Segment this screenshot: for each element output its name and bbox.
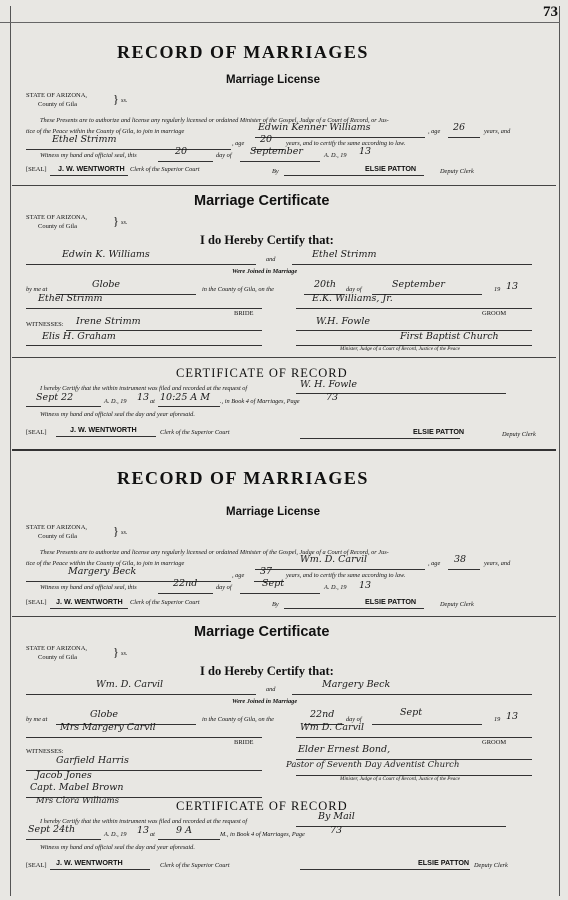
by-me-label: by me at [26,286,48,293]
state-label: STATE OF ARIZONA, [26,92,88,99]
cert-bride: Margery Beck [322,679,391,690]
license-body-2: tice of the Peace within the County of Gila, to join in marriage [26,128,185,135]
license-day: 20 [175,146,188,157]
minister-label: Minister, Judge of a Court of Record, Justice of the Peace [340,346,460,352]
record-request: By Mail [318,811,355,822]
officiant-church: Pastor of Seventh Day Adventist Church [286,760,460,770]
groom-label: GROOM [482,310,507,317]
witnesses-label: WITNESSES: [26,748,64,755]
groom-name: Wm. D. Carvil [300,554,368,565]
cert-place: Globe [92,279,121,290]
record-witness: Witness my hand and official seal the day and year aforesaid. [40,844,195,851]
witness-2: Elis H. Graham [42,331,116,342]
cert-month: Sept [400,707,423,718]
groom-signature: E.K. Williams, Jr. [312,293,393,304]
top-rule [0,22,560,23]
record-year: 13 [137,825,150,836]
ss-label: ss. [121,219,128,226]
certificate-heading: Marriage Certificate [194,624,330,640]
in-county-label: in the County of Gila, on the [202,716,274,723]
witness-2: Jacob Jones [36,770,92,781]
by-me-label: by me at [26,716,48,723]
cert-day: 22nd [310,709,335,720]
record-date: Sept 22 [36,392,74,403]
clerk-label: Clerk of the Superior Court [130,166,200,173]
record-time: 9 A [176,825,192,836]
witness-line: Witness my hand and official seal, this [40,152,137,159]
years-and-label: years, and [484,128,511,135]
record-seal: [SEAL] [26,862,47,869]
record-request: W. H. Fowle [300,379,358,390]
joined-label: Were Joined in Marriage [232,268,298,275]
bride-label: BRIDE [234,739,254,746]
bride-name: Ethel Strimm [52,134,117,145]
county-label: County of Gila [38,533,77,540]
cert-month: September [392,279,445,290]
age-label: , age [428,560,441,567]
years-certify: years, and to certify the same according to law. [286,140,406,147]
county-label: County of Gila [38,101,77,108]
section-divider [12,449,556,451]
groom-label: GROOM [482,739,507,746]
officiant-name: Elder Ernest Bond, [298,744,391,755]
county-label: County of Gila [38,654,77,661]
witness-line: Witness my hand and official seal, this [40,584,137,591]
brace: } [113,92,119,106]
record-page: 73 [326,392,339,403]
record-witness: Witness my hand and official seal the day and year aforesaid. [40,411,195,418]
record-deputy-stamp: ELSIE PATTON [418,858,470,867]
bride-label: BRIDE [234,310,254,317]
age-label: , age [428,128,441,135]
record-heading: CERTIFICATE OF RECORD [176,366,348,380]
and-label: and [266,256,276,263]
record-ad: A. D., 19 [104,398,127,405]
minister-label: Minister, Judge of a Court of Record, Justice of the Peace [340,776,460,782]
license-body-2: tice of the Peace within the County of Gila, to join in marriage [26,560,185,567]
day-of-label: day of [216,152,232,159]
clerk-label: Clerk of the Superior Court [130,599,200,606]
by-label: By [272,168,279,175]
certificate-heading: Marriage Certificate [194,193,330,209]
deputy-label: Deputy Clerk [440,601,474,608]
license-year: 13 [359,146,372,157]
officiant-church: First Baptist Church [400,331,499,342]
in-county-label: in the County of Gila, on the [202,286,274,293]
ledger-page: 73 RECORD OF MARRIAGES Marriage License STATE OF ARIZONA, County of Gila } ss. These Presents are to authorize and license any regularly licensed or ordained Minister of the Gospel, Judge of a Court of Record, or Jus- tice of the Peace within the County of Gila, to join in marriage Edwin Kenner Williams , age 26 years, and Ethel Strimm , age 20 years, and to certify the same according to law. Witness my hand and official seal, this 20 day of September A. D., 19 13 [SEAL] J. W. WENTWORTH Clerk of the Superior Court By ELSIE PATTON Deputy Clerk Marriage Certificate STATE OF ARIZONA, County of Gila } ss. I do Hereby Certify that: Edwin K. Williams and Ethel Strimm Were Joined in Marriage by me at Globe in the County of Gila, on the 20th day of September 19 13 Ethel Strimm BRIDE E.K. Williams, Jr. GROOM WITNESSES: Irene Strimm W.H. Fowle Elis H. Graham First Baptist Church Minister, Judge of a Court of Record, Justice of the Peace CERTIFICATE OF RECORD I hereby Certify that the within instrument was filed and recorded at the request of W. H. Fowle Sept 22 A. D., 19 13 at 10:25 A M ., in Book 4 of Marriages, Page 73 Witness my hand and official seal the day and year aforesaid. [SEAL] J. W. WENTWORTH Clerk of the Superior Court ELSIE PATTON Deputy Clerk RECORD OF MARRIAGES Marriage License STATE OF ARIZONA, County of Gila } ss. These Presents are to authorize and license any regularly licensed or ordained Minister of the Gospel, Judge of a Court of Record, or Jus- tice of the Peace within the County of Gila, to join in marriage Wm. D. Carvil , age 38 years, and Margery Beck , age 37 years, and to certify the same according to law. Witness my hand and official seal, this 22nd day of Sept A. D., 19 13 [SEAL] J. W. WENTWORTH Clerk of the Superior Court By ELSIE PATTON Deputy Clerk Marriage Certificate STATE OF ARIZONA, County of Gila } ss. I do Hereby Certify that: Wm. D. Carvil and Margery Beck Were Joined in Marriage by me at Globe in the County of Gila, on the 22nd day of Sept 19 13 Mrs Margery Carvil BRIDE Wm D. Carvil GROOM WITNESSES: Garfield Harris Elder Ernest Bond, Jacob Jones Pastor of Seventh Day Adventist Church Minister, Judge of a Court of Record, Justice of the Peace Capt. Mabel Brown Mrs Clora Williams CERTIFICATE OF RECORD I hereby Certify that the within instrument was filed and recorded at the request of By Mail Sept 24th A. D., 19 13 at 9 A M., in Book 4 of Marriages, Page 73 Witness my hand and official seal the day and year aforesaid. [SEAL] J. W. WENTWORTH Clerk of the Superior Court ELSIE PATTON Deputy Clerk [0,0,568,900]
bride-age: 37 [260,566,273,577]
groom-name: Edwin Kenner Williams [258,122,371,133]
seal-label: [SEAL] [26,599,47,606]
witness-1: Irene Strimm [76,316,141,327]
certify-heading: I do Hereby Certify that: [200,664,334,678]
record-title: RECORD OF MARRIAGES [117,42,369,62]
age-label: , age [232,140,245,147]
bride-signature: Ethel Strimm [38,293,103,304]
record-line-1: I hereby Certify that the within instrument was filed and recorded at the request of [40,818,248,825]
clerk-stamp: J. W. WENTWORTH [58,164,125,173]
record-deputy-stamp: ELSIE PATTON [413,427,465,436]
record-clerk-stamp: J. W. WENTWORTH [56,858,123,867]
ad-label: A. D., 19 [324,152,347,159]
page-number: 73 [543,4,558,20]
record-at: at [150,398,155,405]
record-ad: A. D., 19 [104,831,127,838]
cert-day-of: day of [346,286,362,293]
clerk-stamp: J. W. WENTWORTH [56,597,123,606]
age-label: , age [232,572,245,579]
seal-label: [SEAL] [26,166,47,173]
cert-place: Globe [90,709,119,720]
years-certify: years, and to certify the same according to law. [286,572,406,579]
and-label: and [266,686,276,693]
bride-signature: Mrs Margery Carvil [60,722,156,733]
deputy-stamp: ELSIE PATTON [365,164,417,173]
record-clerk-label: Clerk of the Superior Court [160,862,230,869]
bride-name: Margery Beck [68,566,137,577]
day-of-label: day of [216,584,232,591]
license-day: 22nd [173,578,198,589]
license-body-1: These Presents are to authorize and license any regularly licensed or ordained Minister of the Gospel, Judge of a Court of Record, or Jus- [40,117,389,124]
witness-4: Mrs Clora Williams [36,796,119,806]
record-book: M., in Book 4 of Marriages, Page [220,831,305,838]
license-month: Sept [262,578,285,589]
county-label: County of Gila [38,223,77,230]
record-clerk-label: Clerk of the Superior Court [160,429,230,436]
ss-label: ss. [121,650,128,657]
license-heading: Marriage License [226,74,320,86]
record-line-1: I hereby Certify that the within instrument was filed and recorded at the request of [40,385,248,392]
cert-bride: Ethel Strimm [312,249,377,260]
ss-label: ss. [121,529,128,536]
record-deputy-label: Deputy Clerk [474,862,508,869]
record-year: 13 [137,392,150,403]
groom-age: 26 [453,122,466,133]
record-book: ., in Book 4 of Marriages, Page [220,398,300,405]
ad-label: A. D., 19 [324,584,347,591]
deputy-stamp: ELSIE PATTON [365,597,417,606]
state-label: STATE OF ARIZONA, [26,214,88,221]
witnesses-label: WITNESSES: [26,321,64,328]
bride-age: 20 [260,134,273,145]
cert-year: 13 [506,711,519,722]
record-clerk-stamp: J. W. WENTWORTH [70,425,137,434]
record-heading: CERTIFICATE OF RECORD [176,799,348,813]
record-page: 73 [330,825,343,836]
cert-year: 13 [506,281,519,292]
license-heading: Marriage License [226,506,320,518]
ss-label: ss. [121,97,128,104]
certify-heading: I do Hereby Certify that: [200,233,334,247]
joined-label: Were Joined in Marriage [232,698,298,705]
license-body-1: These Presents are to authorize and license any regularly licensed or ordained Minister of the Gospel, Judge of a Court of Record, or Jus- [40,549,389,556]
cert-year-prefix: 19 [494,286,501,293]
cert-day-of: day of [346,716,362,723]
record-at: at [150,831,155,838]
years-and-label: years, and [484,560,511,567]
record-date: Sept 24th [28,824,76,835]
state-label: STATE OF ARIZONA, [26,524,88,531]
groom-signature: Wm D. Carvil [300,722,365,733]
state-label: STATE OF ARIZONA, [26,645,88,652]
license-year: 13 [359,580,372,591]
officiant-name: W.H. Fowle [316,316,371,327]
license-month: September [250,146,303,157]
witness-3: Capt. Mabel Brown [30,782,124,793]
record-time: 10:25 A M [160,392,211,403]
record-deputy-label: Deputy Clerk [502,431,536,438]
groom-age: 38 [454,554,467,565]
record-title: RECORD OF MARRIAGES [117,468,369,488]
record-seal: [SEAL] [26,429,47,436]
cert-groom: Edwin K. Williams [62,249,150,260]
deputy-label: Deputy Clerk [440,168,474,175]
cert-year-prefix: 19 [494,716,501,723]
cert-groom: Wm. D. Carvil [96,679,164,690]
witness-1: Garfield Harris [56,755,129,766]
cert-day: 20th [314,279,337,290]
by-label: By [272,601,279,608]
